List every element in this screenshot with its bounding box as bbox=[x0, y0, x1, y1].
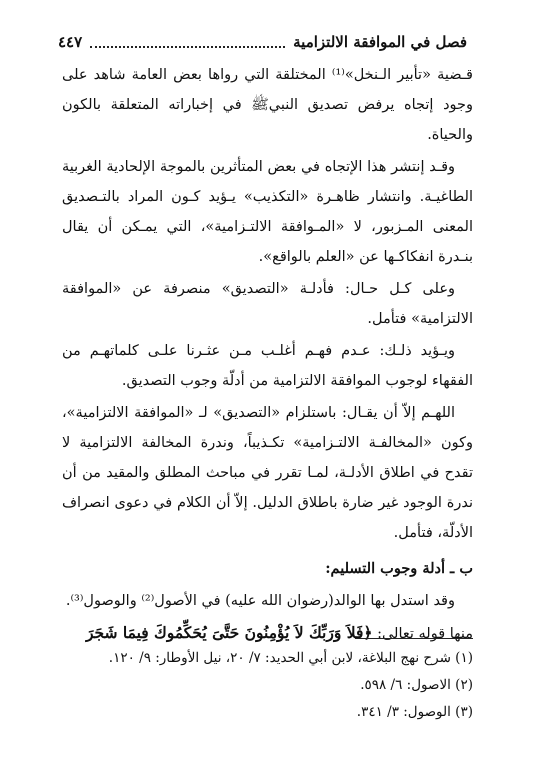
footnote-3: (٣) الوصول: ٣/ ٣٤١. bbox=[356, 704, 473, 720]
footnote-2: (٢) الاصول: ٦/ ٥٩٨. bbox=[360, 677, 473, 693]
leader-dots bbox=[90, 36, 285, 48]
paragraph-5: اللهـم إلاّ أن يقـال: باستلزام «التصديق» لـ «الموافقة الالتزامية»، وكون «المخالفـة الالتـزامية» تكـذيباً، وندرة المخالفة الالتزامية لا تقدح في اطلاق الأدلـة، لمـا تقرر في مباحث المطلق والمقيد من أن ندرة الوجود غير ضارة باطلاق الدليل. إلاّ أن الكلام في دعوى انصراف الأدلّة، فتأمل. bbox=[62, 405, 473, 541]
footnote-separator bbox=[355, 638, 473, 639]
paragraph-6: وقد استدل بها الوالد(رضوان الله عليه) في الأصول⁽²⁾ والوصول⁽³⁾. bbox=[65, 593, 455, 609]
verse-intro: منها قوله تعالى: bbox=[372, 626, 473, 642]
chapter-title: فصل في الموافقة الالتزامية bbox=[293, 33, 467, 51]
footnotes bbox=[62, 645, 473, 726]
quran-verse: ﴿فَلاَ وَرَبِّكَ لاَ يُؤْمِنُونَ حَتَّىَ يُحَكِّمُوكَ فِيمَا شَجَرَ bbox=[85, 623, 373, 642]
paragraph-2: وقـد إنتشر هذا الإتجاه في بعض المتأثرين بالموجة الإلحادية الغربية الطاغيـة. وانتشار ظاهـرة «التكذيب» يـؤيد كـون المراد بالتـصديق المعنى المـزبور، لا «المـوافقة الالتـزامية»، التي يمـكن أن يقال بنـدرة انفكاكـها عن «العلم بالواقع». bbox=[62, 159, 473, 265]
main-text bbox=[62, 60, 473, 651]
paragraph-3: وعلى كـل حـال: فأدلـة «التصديق» منصرفة عن «الموافقة الالتزامية» فتأمل. bbox=[62, 281, 473, 327]
section-subheading: ب ـ أدلة وجوب التسليم: bbox=[325, 560, 473, 577]
paragraph-1: قـضية «تأبير الـنخل»⁽¹⁾ المختلقة التي رواها بعض العامة شاهد على وجود إتجاه يرفض تصديق النبيﷺ في إخباراته المتعلقة بالكون والحياة. bbox=[62, 67, 473, 143]
footnote-1: (١) شرح نهج البلاغة، لابن أبي الحديد: ٧/ ٢٠، نيل الأوطار: ٩/ ١٢٠. bbox=[108, 650, 473, 666]
paragraph-4: ويـؤيد ذلـك: عـدم فهـم أغلـب مـن عثـرنا علـى كلماتهـم من الفقهاء لوجوب الموافقة الالتزامية من أدلّة وجوب التصديق. bbox=[62, 343, 473, 389]
page-number: ٤٤٧ bbox=[58, 33, 83, 51]
running-header bbox=[58, 28, 467, 56]
